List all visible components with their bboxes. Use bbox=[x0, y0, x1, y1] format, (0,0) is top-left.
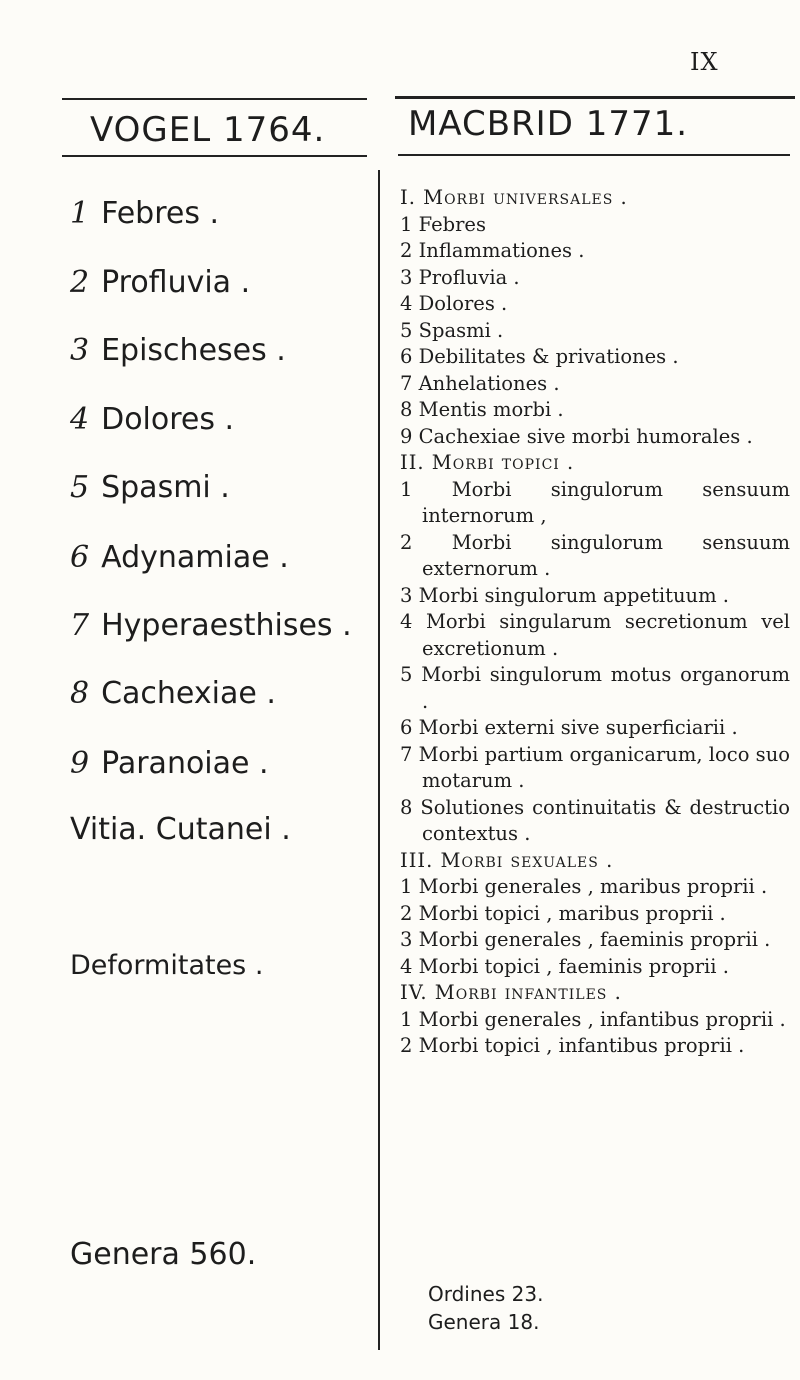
list-item: 1 Morbi singulorum sensuum internorum , bbox=[400, 477, 790, 527]
list-item: 1 Morbi generales , maribus proprii . bbox=[400, 875, 768, 898]
class-label: Vitia. Cutanei . bbox=[70, 812, 291, 847]
left-class-item bbox=[70, 812, 291, 847]
list-item: 6 Debilitates & privationes . bbox=[400, 345, 679, 368]
list-item: 3 Morbi singulorum appetituum . bbox=[400, 583, 729, 607]
class-number: 4 bbox=[70, 402, 90, 437]
class-label: Spasmi . bbox=[101, 470, 230, 505]
left-class-item bbox=[70, 608, 352, 643]
class-number: 8 bbox=[70, 676, 90, 711]
list-item: 2 Morbi topici , infantibus proprii . bbox=[400, 1034, 745, 1057]
class-number: 1 bbox=[70, 196, 90, 231]
list-item: 5 Morbi singulorum motus organorum . bbox=[400, 663, 790, 713]
class-number: 2 bbox=[70, 265, 90, 300]
class-label: Deformitates . bbox=[70, 950, 264, 981]
left-class-item bbox=[70, 746, 269, 781]
list-item: 7 Morbi partium organicarum, loco suo motarum . bbox=[400, 742, 790, 792]
left-class-item bbox=[70, 470, 230, 505]
section-heading: II. Morbi topici . bbox=[400, 451, 575, 474]
list-item: 1 Morbi generales , infantibus proprii . bbox=[400, 1007, 786, 1031]
list-item: 1 Febres bbox=[400, 212, 486, 236]
class-label: Hyperaesthises . bbox=[101, 608, 352, 643]
heading-underline-right bbox=[398, 154, 790, 156]
left-class-item bbox=[70, 950, 263, 981]
list-item: 9 Cachexiae sive morbi humorales . bbox=[400, 424, 753, 448]
left-class-item bbox=[70, 196, 219, 231]
left-class-item bbox=[70, 676, 276, 711]
class-label: Cachexiae . bbox=[101, 676, 276, 711]
column-divider bbox=[378, 170, 380, 1350]
class-number: 5 bbox=[70, 470, 90, 505]
class-label: Profluvia . bbox=[101, 265, 251, 300]
list-item: 3 Profluvia . bbox=[400, 265, 520, 289]
page-number: IX bbox=[690, 48, 719, 76]
list-item: 8 Solutiones continuitatis & destructio contextus . bbox=[400, 795, 790, 845]
list-item: 5 Spasmi . bbox=[400, 318, 504, 342]
class-number: 7 bbox=[70, 608, 90, 643]
heading-underline-left bbox=[62, 155, 367, 157]
class-label: Adynamiae . bbox=[101, 540, 289, 575]
list-item: 7 Anhelationes . bbox=[400, 371, 560, 395]
section-heading: I. Morbi universales . bbox=[400, 186, 628, 209]
section-heading: IV. Morbi infantiles . bbox=[400, 981, 622, 1004]
left-class-item bbox=[70, 402, 234, 437]
class-number: 3 bbox=[70, 333, 90, 368]
list-item: 6 Morbi externi sive superficiarii . bbox=[400, 716, 738, 739]
list-item: 8 Mentis morbi . bbox=[400, 398, 564, 421]
class-label: Febres . bbox=[101, 196, 220, 231]
list-item: 2 Morbi topici , maribus proprii . bbox=[400, 901, 726, 925]
left-class-item bbox=[70, 333, 286, 368]
left-heading: VOGEL 1764. bbox=[90, 110, 326, 150]
top-rule-right bbox=[395, 96, 795, 99]
class-number: 9 bbox=[70, 746, 90, 781]
class-label: Epischeses . bbox=[101, 333, 286, 368]
genera-total: Genera 18. bbox=[428, 1310, 540, 1334]
list-item: 2 Morbi singulorum sensuum externorum . bbox=[400, 530, 790, 580]
left-total: Genera 560. bbox=[70, 1237, 257, 1272]
list-item: 3 Morbi generales , faeminis proprii . bbox=[400, 928, 771, 951]
list-item: 4 Morbi topici , faeminis proprii . bbox=[400, 954, 729, 978]
class-label: Paranoiae . bbox=[101, 746, 269, 781]
list-item: 4 Morbi singularum secretionum vel excretionum . bbox=[400, 610, 790, 660]
top-rule-left bbox=[62, 98, 367, 100]
left-class-item bbox=[70, 540, 289, 575]
right-class-list bbox=[400, 185, 790, 1060]
class-number: 6 bbox=[70, 540, 90, 575]
list-item: 2 Inflammationes . bbox=[400, 239, 585, 262]
section-heading: III. Morbi sexuales . bbox=[400, 848, 614, 872]
right-heading: MACBRID 1771. bbox=[408, 104, 689, 144]
class-label: Dolores . bbox=[101, 402, 235, 437]
left-class-item bbox=[70, 265, 250, 300]
list-item: 4 Dolores . bbox=[400, 292, 508, 315]
ordines-total: Ordines 23. bbox=[428, 1282, 544, 1306]
